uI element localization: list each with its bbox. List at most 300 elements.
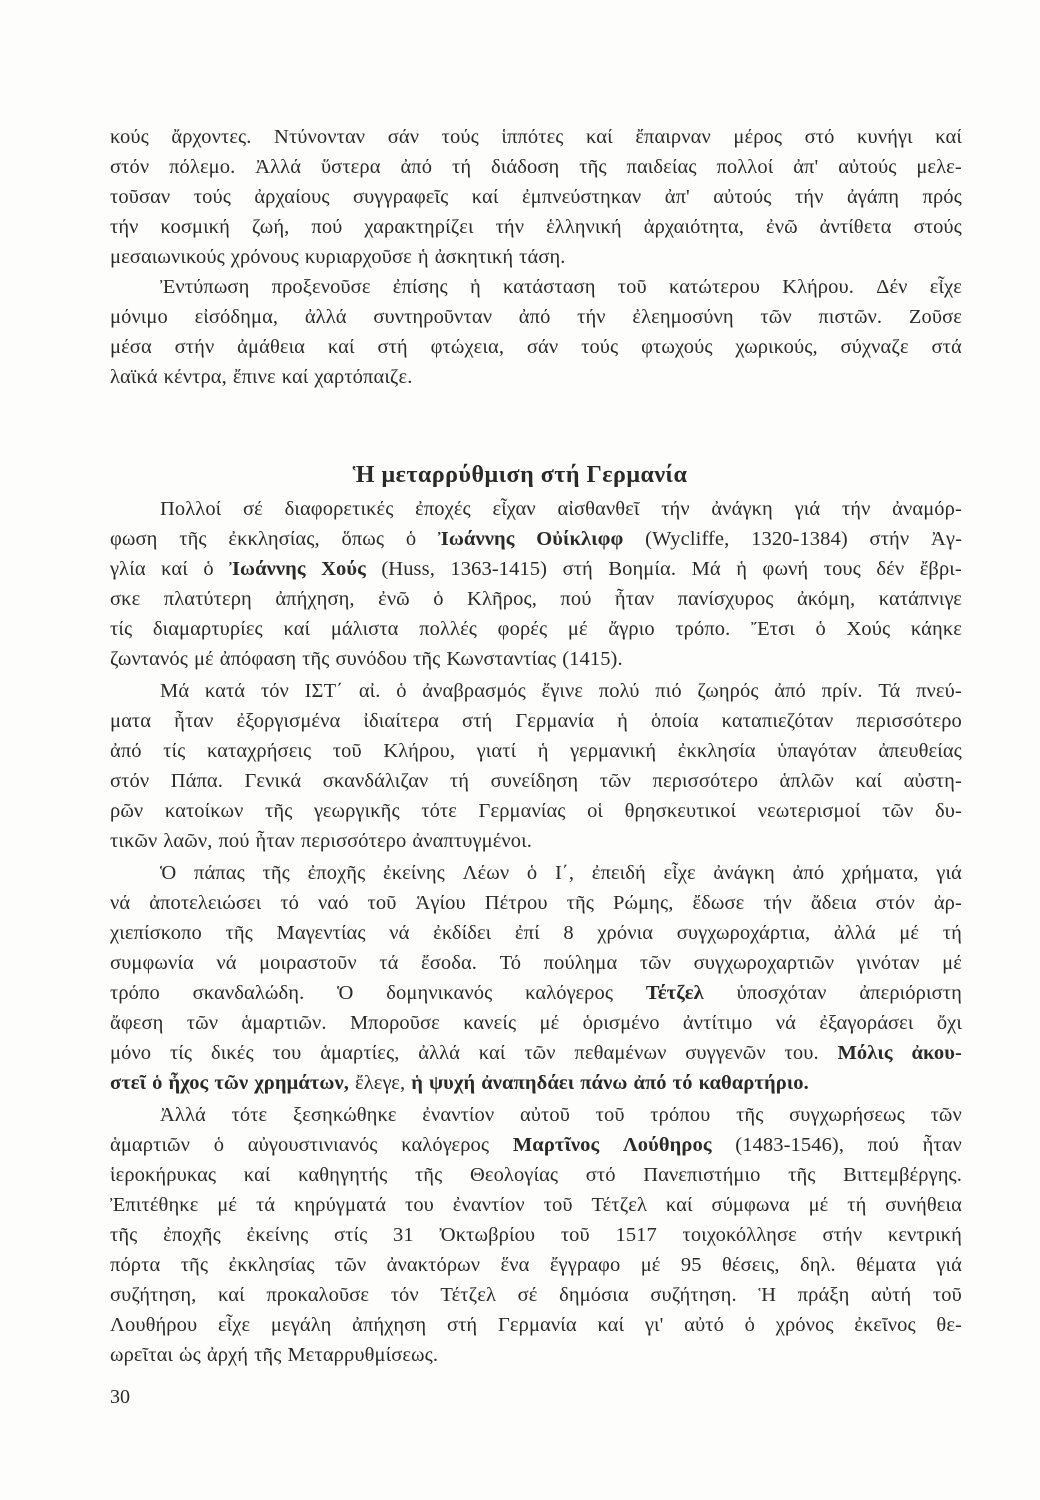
word: καί — [478, 1042, 506, 1064]
word: Κλῆρος, — [467, 588, 537, 610]
word: νά — [110, 892, 131, 914]
word: ἄδεια — [810, 892, 857, 914]
word: ὑποσχόταν — [736, 982, 827, 1004]
word: εἶχαν — [492, 498, 536, 520]
text-line — [160, 274, 962, 300]
word: χρόνους — [230, 246, 299, 268]
section-heading: Ἡ μεταρρύθμιση στή Γερμανία — [352, 462, 688, 488]
word: καλόγερος — [401, 1134, 490, 1156]
word: ἀνάγκη — [711, 498, 773, 520]
word: ζωηρός — [697, 680, 759, 702]
word: εἶχε — [663, 862, 696, 884]
word: ἐκκλησίας — [228, 1254, 315, 1276]
word: καί — [597, 1314, 625, 1336]
word: ἐλεημοσύνη — [632, 306, 734, 328]
text-line — [110, 708, 962, 734]
word: δικές — [210, 1042, 254, 1064]
word: Κλήρου, — [383, 740, 456, 762]
text-line — [160, 1102, 962, 1128]
word: αὐτό — [684, 1314, 724, 1336]
word: Τέτζελ — [591, 1194, 648, 1216]
word: προκαλοῦσε — [266, 1284, 370, 1306]
word: κάηκε — [910, 618, 962, 640]
word: τικῶν — [110, 830, 158, 852]
word: καί — [327, 336, 355, 358]
bold-word: στεῖ — [110, 1072, 147, 1094]
word: θέματα — [856, 1254, 916, 1276]
text-line — [110, 556, 962, 582]
word: τοῦ — [332, 740, 362, 762]
word: θρησκευτικοί — [624, 800, 737, 822]
word: Ἐντύπωση — [160, 276, 250, 298]
word: δέν — [876, 558, 905, 580]
word: ἀπόφαση — [219, 648, 297, 670]
word: ἀλλά — [418, 1042, 460, 1064]
word: σάν — [387, 126, 420, 148]
word: Γενικά — [244, 770, 302, 792]
word: ἐνῶ — [378, 588, 410, 610]
word: πόλεμο. — [169, 156, 236, 178]
word: ἄρχοντες. — [171, 126, 252, 148]
word: ἀπό — [774, 680, 806, 702]
word: εἰσόδημα, — [194, 306, 279, 328]
word: συμφωνία — [110, 952, 194, 974]
word: Ὁ — [337, 982, 354, 1004]
text-line — [110, 1070, 962, 1096]
word: Μά — [691, 558, 721, 580]
word: χρόνος — [775, 1314, 834, 1336]
word: χαρακτηρίζει — [364, 216, 474, 238]
word: ρῶν — [110, 800, 144, 822]
word: καί — [586, 126, 613, 148]
word: ἔσοδα. — [421, 952, 478, 974]
word: ἀπό — [518, 306, 551, 328]
word: 8 — [563, 922, 574, 944]
word: αὐστη- — [903, 770, 962, 792]
word: πλατύτερη — [163, 588, 252, 610]
word: τῆς — [225, 922, 253, 944]
text-line — [110, 214, 962, 240]
word: τοῦ — [932, 1284, 962, 1306]
word: συζήτηση. — [650, 1284, 737, 1306]
word: θε- — [936, 1314, 962, 1336]
word: τοῦ — [595, 1104, 625, 1126]
word: ἰδιαίτερα — [363, 710, 440, 732]
word: ἐμπνεύστηκαν — [521, 186, 642, 208]
word: χαρτόπαιζε. — [314, 366, 413, 388]
bold-word: πάνω — [580, 1072, 628, 1094]
word: Γερμανία — [497, 1314, 577, 1336]
word: Πάπα. — [170, 770, 223, 792]
word: στό — [804, 126, 835, 148]
word: δομηνικανός — [386, 982, 493, 1004]
word: ἀπ' — [793, 156, 819, 178]
word: ἔπαιρναν — [635, 126, 711, 148]
bold-word: ψυχή — [428, 1072, 476, 1094]
word: μεσαιωνικούς — [110, 246, 225, 268]
word: τῆς — [262, 862, 290, 884]
text-line — [110, 1312, 962, 1338]
word: καί — [161, 558, 188, 580]
text-line — [110, 1162, 962, 1188]
word: γερμανική — [570, 740, 657, 762]
word: χιεπίσκοπο — [110, 922, 202, 944]
word: Πολλοί — [160, 498, 222, 520]
word: μέρος — [733, 126, 783, 148]
word: τῆς — [179, 528, 207, 550]
word: πόρτα — [110, 1254, 161, 1276]
word: τῆς — [180, 1254, 209, 1276]
word: σέ — [243, 498, 263, 520]
word: ἁπλῶν — [779, 770, 834, 792]
word: κανείς — [463, 1012, 517, 1034]
word: ἀντίτιμο — [682, 1012, 753, 1034]
word: σύχναζε — [840, 336, 909, 358]
word: συγχωρήσεως — [789, 1104, 905, 1126]
word: ἀποτελειώσει — [149, 892, 262, 914]
text-line — [110, 1010, 962, 1036]
word: τῆς — [302, 648, 330, 670]
word: Ἀλλά — [255, 156, 302, 178]
word: πού — [218, 830, 250, 852]
word: του — [404, 1194, 434, 1216]
word: σύμφωνα — [711, 1194, 790, 1216]
word: τόν — [260, 680, 289, 702]
word: αἰ. — [358, 680, 381, 702]
word: (Huss, — [381, 558, 435, 580]
word: τήν — [841, 498, 871, 520]
word: χρήματα, — [841, 862, 919, 884]
word: 1320-1384) — [751, 528, 848, 550]
word: ωρεῖται — [110, 1344, 174, 1366]
word: στόν — [875, 892, 915, 914]
word: γιατί — [476, 740, 517, 762]
word: γλία — [110, 558, 146, 580]
word: ἀπεριόριστη — [859, 982, 962, 1004]
text-line — [160, 860, 962, 886]
word: ὁ — [744, 1314, 756, 1336]
text-line — [110, 1222, 962, 1248]
word: Ὁ — [160, 862, 177, 884]
text-line — [110, 244, 962, 270]
word: συγχωροχάρτια, — [676, 922, 811, 944]
word: ἡ — [469, 276, 481, 298]
word: τοῦσαν — [110, 186, 171, 208]
text-line — [160, 678, 962, 704]
word: δυ- — [935, 800, 962, 822]
word: καί — [283, 618, 311, 640]
word: συγχωροχαρτιῶν — [693, 952, 835, 974]
word: τῆς — [414, 1164, 443, 1186]
word: πρός — [922, 186, 962, 208]
word: κατάπνιγε — [878, 588, 962, 610]
word: πολλές — [419, 618, 477, 640]
word: πάπας — [194, 862, 245, 884]
word: τῶν — [930, 1104, 962, 1126]
word: τήν — [794, 186, 824, 208]
word: στό — [585, 1164, 616, 1186]
word: τρόπου — [650, 1104, 711, 1126]
word: φτώχεια, — [430, 336, 505, 358]
word: ἄφεση — [110, 1012, 164, 1034]
word: μέ — [567, 618, 588, 640]
word: τῆς — [413, 648, 441, 670]
word: ἀλλά — [833, 922, 876, 944]
word: κέντρα, — [163, 366, 227, 388]
word: καί — [855, 770, 883, 792]
word: ἔλεγε, — [354, 1072, 406, 1094]
word: περισσότερο — [856, 710, 962, 732]
word: νεωτερισμοί — [757, 800, 861, 822]
word: στούς — [913, 216, 962, 238]
word: καθηγητής — [298, 1164, 388, 1186]
word: ἁμαρτιῶν — [110, 1134, 191, 1156]
word: τότε — [231, 1104, 268, 1126]
word: λαῶν, — [163, 830, 213, 852]
word: καί — [665, 1194, 693, 1216]
word: τοιχοκόλλησε — [682, 1224, 797, 1246]
word: ματα — [110, 710, 152, 732]
bold-word: Μαρτῖνος — [512, 1134, 600, 1156]
text-line — [110, 980, 962, 1006]
word: ἀνακτόρων — [386, 1254, 481, 1276]
word: συνόδου — [335, 648, 408, 670]
word: τίς — [169, 1042, 193, 1064]
text-line — [110, 738, 962, 764]
word: μέ — [217, 1194, 238, 1216]
word: μόνο — [110, 1042, 152, 1064]
word: (1483-1546), — [735, 1134, 845, 1156]
page-number: 30 — [110, 1386, 130, 1408]
word: τρόπο — [110, 982, 160, 1004]
word: τῶν — [186, 1012, 219, 1034]
word: τοῦ — [543, 1194, 573, 1216]
word: χωρικούς, — [735, 336, 818, 358]
word: Πανεπιστήμιο — [643, 1164, 761, 1186]
word: γιά — [936, 1254, 962, 1276]
word: σκανδαλώδη. — [192, 982, 305, 1004]
word: Δέν — [876, 276, 908, 298]
word: τήν — [110, 216, 139, 238]
word: ἀγάπη — [846, 186, 900, 208]
word: μέ — [640, 1254, 661, 1276]
word: τῆς — [265, 800, 293, 822]
word: ἀσκητική — [434, 246, 514, 268]
word: ἀπό — [110, 740, 142, 762]
word: Χούς — [846, 618, 891, 640]
bold-word: Μόλις — [837, 1042, 893, 1064]
word: ναό — [318, 892, 349, 914]
word: 31 — [393, 1224, 414, 1246]
word: τῆς — [254, 1344, 282, 1366]
word: Ρώμης, — [613, 892, 674, 914]
word: ΙΣΤ΄ — [304, 680, 344, 702]
word: ἀνάγκη — [713, 862, 775, 884]
text-line — [110, 586, 962, 612]
word: προξενοῦσε — [271, 276, 371, 298]
word: τίς — [110, 618, 133, 640]
word: στή — [446, 1314, 478, 1336]
word: ἐναντίον — [452, 1194, 525, 1216]
word: ἐνῶ — [766, 216, 798, 238]
word: ἐξαγοράσει — [819, 1012, 914, 1034]
word: Βοημία. — [608, 558, 677, 580]
word: Λέων — [462, 862, 510, 884]
word: ὁ — [396, 680, 407, 702]
word: ἀπό — [400, 156, 433, 178]
word: γιά — [936, 862, 962, 884]
word: πράξη — [797, 1284, 850, 1306]
word: στήν — [174, 336, 215, 358]
word: κοσμική — [160, 216, 230, 238]
word: τοῦ — [617, 276, 647, 298]
word: τῶν — [882, 800, 914, 822]
word: κούς — [110, 126, 149, 148]
word: ἀναπτυγμένοι. — [412, 830, 532, 852]
word: ἀναβρασμός — [422, 680, 526, 702]
word: λαϊκά — [110, 366, 158, 388]
word: τή — [451, 156, 472, 178]
word: τῶν — [334, 1254, 367, 1276]
word: καί — [281, 366, 309, 388]
word: μέ — [808, 1194, 829, 1216]
word: ἦταν — [255, 830, 295, 852]
word: τοῦ — [560, 1224, 590, 1246]
word: Ἐπιτέθηκε — [110, 1194, 199, 1216]
word: τήν — [577, 306, 606, 328]
word: τῶν — [599, 770, 632, 792]
word: πολλοί — [716, 156, 774, 178]
text-line — [110, 124, 962, 150]
word: ὑπαγόταν — [777, 740, 857, 762]
word: ἱππότες — [501, 126, 564, 148]
word: ὅπως — [341, 528, 385, 550]
word: ἐκδίδει — [433, 922, 492, 944]
text-line — [110, 1252, 962, 1278]
word: ἀναμόρ- — [892, 498, 962, 520]
word: ἄγριο — [608, 618, 655, 640]
word: στά — [931, 336, 962, 358]
bold-word: ὁ — [152, 1072, 163, 1094]
word: ἐποχῆς — [163, 1224, 221, 1246]
word: τά — [255, 1194, 276, 1216]
word: ὁ — [815, 618, 826, 640]
word: ἐκεῖνος — [854, 1314, 916, 1336]
word: μάλιστα — [330, 618, 399, 640]
word: ὁ — [203, 558, 214, 580]
word: αἰσθανθεῖ — [557, 498, 640, 520]
bold-word: ἀπό — [633, 1072, 667, 1094]
word: Λουθήρου — [110, 1314, 198, 1336]
word: τῶν — [760, 306, 792, 328]
word: τῆς — [579, 156, 607, 178]
word: πολύ — [598, 680, 640, 702]
text-line — [110, 798, 962, 824]
word: συγγενῶν — [685, 1042, 766, 1064]
word: ὡς — [179, 1344, 201, 1366]
word: του. — [784, 1042, 819, 1064]
word: του — [272, 1042, 302, 1064]
word: ἡ — [617, 710, 628, 732]
word: Ἔτσι — [751, 618, 795, 640]
word: συντηροῦνταν — [373, 306, 493, 328]
word: γινόταν — [856, 952, 920, 974]
word: τῶν — [639, 952, 672, 974]
word: αὐγουστινιανός — [247, 1134, 378, 1156]
word: κατοίκων — [164, 800, 244, 822]
word: αὐτή — [871, 1284, 912, 1306]
word: τή — [847, 1194, 867, 1216]
word: δηλ. — [799, 1254, 836, 1276]
word: κατάσταση — [503, 276, 596, 298]
word: Ἡ — [758, 1284, 777, 1306]
word: τό — [280, 892, 300, 914]
word: συζήτηση, — [110, 1284, 197, 1306]
word: στόν — [110, 770, 150, 792]
word: ἐπί — [514, 922, 540, 944]
word: τους — [823, 558, 861, 580]
word: ἀντίθετα — [819, 216, 892, 238]
word: καταπιεζόταν — [721, 710, 834, 732]
word: ἔγγραφο — [549, 1254, 621, 1276]
text-line — [110, 1132, 962, 1158]
word: μόνιμο — [110, 306, 168, 328]
word: μοιραστοῦν — [259, 952, 357, 974]
text-line — [110, 768, 962, 794]
word: παιδείας — [626, 156, 697, 178]
word: Μαγεντίας — [276, 922, 366, 944]
word: ἑλληνική — [546, 216, 622, 238]
word: ὁ — [526, 862, 538, 884]
bold-word: Ἰωάννης — [229, 558, 306, 580]
word: Κλήρου. — [782, 276, 854, 298]
word: ζωντανός — [110, 648, 188, 670]
word: πνεύ- — [916, 680, 962, 702]
word: τῆς — [736, 1104, 764, 1126]
text-line — [110, 950, 962, 976]
word: Κωνσταντίας — [446, 648, 557, 670]
text-line — [110, 1342, 962, 1368]
word: ἁμαρτίες, — [320, 1042, 400, 1064]
word: μέ — [193, 648, 214, 670]
word: περισσότερο — [652, 770, 759, 792]
word: Ἀγ- — [931, 528, 962, 550]
word: σάν — [526, 336, 559, 358]
word: ὁ — [405, 528, 417, 550]
word: ἐξοργισμένα — [236, 710, 341, 732]
word: ἡ — [537, 740, 549, 762]
word: ἱεροκήρυκας — [110, 1164, 217, 1186]
word: πού — [560, 588, 592, 610]
text-line — [110, 334, 962, 360]
word: τούς — [441, 126, 479, 148]
bold-word: ἀκου- — [911, 1042, 962, 1064]
word: ἐπίσης — [392, 276, 448, 298]
word: Ὀκτωβρίου — [439, 1224, 536, 1246]
word: Τό — [499, 952, 522, 974]
text-line — [110, 1192, 962, 1218]
word: ἀπήχηση, — [275, 588, 355, 610]
text-line — [110, 304, 962, 330]
text-line — [110, 920, 962, 946]
word: τάση. — [519, 246, 566, 268]
word: νά — [216, 952, 237, 974]
word: γι' — [644, 1314, 664, 1336]
bold-word: ἀναπηδάει — [481, 1072, 575, 1094]
word: κηρύγματά — [294, 1194, 387, 1216]
word: αὐτούς — [838, 156, 897, 178]
word: εἶχε — [929, 276, 962, 298]
